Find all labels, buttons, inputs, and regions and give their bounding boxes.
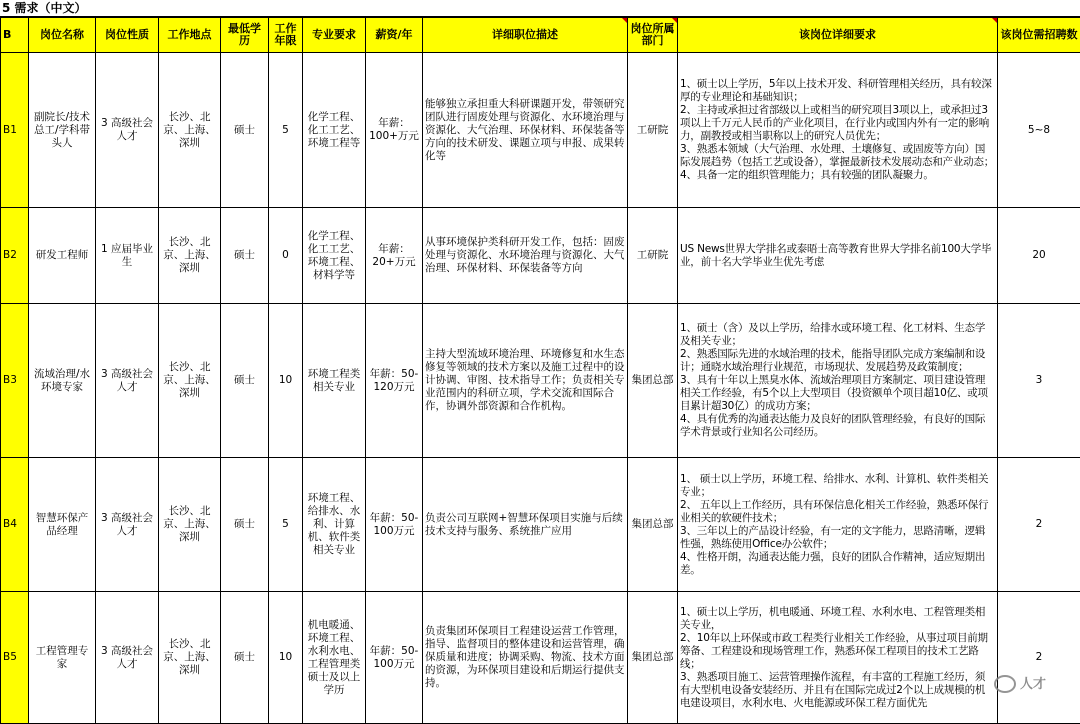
header-education: 最低学历	[221, 18, 269, 53]
row-code: B1	[1, 53, 29, 208]
header-salary: 薪资/年	[366, 18, 423, 53]
wechat-logo-icon	[994, 675, 1016, 693]
cell-name: 工程管理专家	[29, 592, 96, 724]
table-row	[1, 208, 1080, 304]
header-code: B	[1, 18, 29, 53]
job-requirements-table	[0, 17, 1080, 724]
cell-nature: 3 高级社会人才	[96, 458, 159, 592]
cell-location: 长沙、北京、上海、深圳	[159, 208, 221, 304]
cell-count: 2	[998, 592, 1080, 724]
header-department: 岗位所属部门	[628, 18, 678, 53]
cell-salary: 年薪：20+万元	[366, 208, 423, 304]
header-location: 工作地点	[159, 18, 221, 53]
cell-education: 硕士	[221, 208, 269, 304]
cell-name: 研发工程师	[29, 208, 96, 304]
cell-description: 负责公司互联网+智慧环保项目实施与后续技术支持与服务、系统推广应用	[423, 458, 628, 592]
cell-location: 长沙、北京、上海、深圳	[159, 458, 221, 592]
header-major: 专业要求	[303, 18, 366, 53]
cell-department: 工研院	[628, 208, 678, 304]
table-row	[1, 304, 1080, 458]
watermark-text: 人才	[1020, 677, 1046, 692]
cell-years: 0	[269, 208, 303, 304]
table-row	[1, 592, 1080, 724]
cell-education: 硕士	[221, 304, 269, 458]
cell-salary: 年薪：50-100万元	[366, 592, 423, 724]
cell-years: 5	[269, 53, 303, 208]
cell-years: 10	[269, 304, 303, 458]
cell-location: 长沙、北京、上海、深圳	[159, 53, 221, 208]
row-code: B4	[1, 458, 29, 592]
cell-department: 集团总部	[628, 458, 678, 592]
cell-nature: 3 高级社会人才	[96, 53, 159, 208]
cell-count: 2	[998, 458, 1080, 592]
cell-name: 流域治理/水环境专家	[29, 304, 96, 458]
cell-description: 负责集团环保项目工程建设运营工作管理，指导、监督项目的整体建设和运营管理，确保质量和进度；协调采购、物流、技术方面的资源，为环保项目建设和后期运行提供支持。	[423, 592, 628, 724]
cell-name: 副院长/技术总工/学科带头人	[29, 53, 96, 208]
table-row	[1, 458, 1080, 592]
cell-salary: 年薪：50-100万元	[366, 458, 423, 592]
cell-location: 长沙、北京、上海、深圳	[159, 592, 221, 724]
row-code: B2	[1, 208, 29, 304]
header-nature: 岗位性质	[96, 18, 159, 53]
watermark	[994, 673, 1046, 694]
cell-salary: 年薪：100+万元	[366, 53, 423, 208]
cell-years: 10	[269, 592, 303, 724]
cell-education: 硕士	[221, 458, 269, 592]
cell-description: 主持大型流域环境治理、环境修复和水生态修复等领域的技术方案以及施工过程中的设计协调、审图、技术指导工作；负责相关专业范围内的科研立项，学术交流和国际合作，协调外部资源和合作机构。	[423, 304, 628, 458]
cell-requirements: 1、硕士（含）及以上学历，给排水或环境工程、化工材料、生态学及相关专业； 2、熟悉国际先进的水域治理的技术，能指导团队完成方案编制和设计；通晓水域治理行业规范，市场现状、发展趋势及政策制度； 3、具有十年以上黑臭水体、流域治理项目方案制定、项目建设管理相关工作经验，有5个以上大型项目（投资额单个项目超10亿、或项目累计超30亿）的成功方案； 4、具有优秀的沟通表达能力及良好的团队管理经验，有良好的国际学术背景或行业知名公司经历。	[678, 304, 998, 458]
cell-description: 从事环境保护类科研开发工作，包括：固废处理与资源化、水环境治理与资源化、大气治理、环保材料、环保装备等方向	[423, 208, 628, 304]
cell-count: 5~8	[998, 53, 1080, 208]
cell-nature: 3 高级社会人才	[96, 592, 159, 724]
header-description: 详细职位描述	[423, 18, 628, 53]
cell-department: 集团总部	[628, 304, 678, 458]
cell-nature: 1 应届毕业生	[96, 208, 159, 304]
table-row	[1, 53, 1080, 208]
cell-years: 5	[269, 458, 303, 592]
cell-major: 化学工程、化工工艺、环境工程等	[303, 53, 366, 208]
cell-education: 硕士	[221, 592, 269, 724]
header-name: 岗位名称	[29, 18, 96, 53]
cell-major: 化学工程、化工工艺、环境工程、材料学等	[303, 208, 366, 304]
sheet-title: 5 需求（中文）	[0, 0, 1080, 17]
cell-requirements: 1、硕士以上学历，机电暖通、环境工程、水利水电、工程管理类相关专业， 2、10年以上环保或市政工程类行业相关工作经验，从事过项目前期筹备、工程建设和现场管理工作，熟悉环保工程项目的技术工艺路线； 3、熟悉项目施工、运营管理操作流程，有丰富的工程施工经历，须有大型机电设备安装经历、并且有在国际完成过2个以上成规模的机电建设项目，水利水电、火电能源或环保工程方面优先	[678, 592, 998, 724]
cell-requirements: US News世界大学排名或泰晤士高等教育世界大学排名前100大学毕业，前十名大学毕业生优先考虑	[678, 208, 998, 304]
header-row	[1, 18, 1080, 53]
cell-major: 环境工程类相关专业	[303, 304, 366, 458]
cell-major: 机电暖通、环境工程、水利水电、工程管理类硕士及以上学历	[303, 592, 366, 724]
header-count: 该岗位需招聘数	[998, 18, 1080, 53]
cell-requirements: 1、硕士以上学历，5年以上技术开发、科研管理相关经历，具有较深厚的专业理论和基础知识； 2、主持或承担过省部级以上或相当的研究项目3项以上，或承担过3项以上千万元人民币的产业化项目，在行业内或国内外有一定的影响力，副教授或相当职称以上的研究人员优先； 3、熟悉本领域（大气治理、水处理、土壤修复、或固废等方向）国际发展趋势（包括工艺或设备），掌握最新技术发展动态和产业动态； 4、具备一定的组织管理能力；具有较强的团队凝聚力。	[678, 53, 998, 208]
cell-requirements: 1、 硕士以上学历，环境工程、给排水、水利、计算机、软件类相关专业； 2、 五年以上工作经历，具有环保信息化相关工作经验，熟悉环保行业相关的软硬件技术； 3、三年以上的产品设计经验，有一定的文字能力，思路清晰，逻辑性强，熟练使用Office办公软件； 4、性格开朗，沟通表达能力强，良好的团队合作精神，适应短期出差。	[678, 458, 998, 592]
cell-name: 智慧环保产品经理	[29, 458, 96, 592]
cell-count: 20	[998, 208, 1080, 304]
cell-location: 长沙、北京、上海、深圳	[159, 304, 221, 458]
cell-nature: 3 高级社会人才	[96, 304, 159, 458]
header-years: 工作年限	[269, 18, 303, 53]
cell-education: 硕士	[221, 53, 269, 208]
row-code: B3	[1, 304, 29, 458]
cell-count: 3	[998, 304, 1080, 458]
cell-salary: 年薪：50-120万元	[366, 304, 423, 458]
cell-description: 能够独立承担重大科研课题开发，带领研究团队进行固废处理与资源化、水环境治理与资源化、大气治理、环保材料、环保装备等方向的技术研发、课题立项与申报、成果转化等	[423, 53, 628, 208]
row-code: B5	[1, 592, 29, 724]
cell-major: 环境工程、给排水、水利、计算机、软件类相关专业	[303, 458, 366, 592]
cell-department: 工研院	[628, 53, 678, 208]
header-requirements: 该岗位详细要求	[678, 18, 998, 53]
cell-department: 集团总部	[628, 592, 678, 724]
